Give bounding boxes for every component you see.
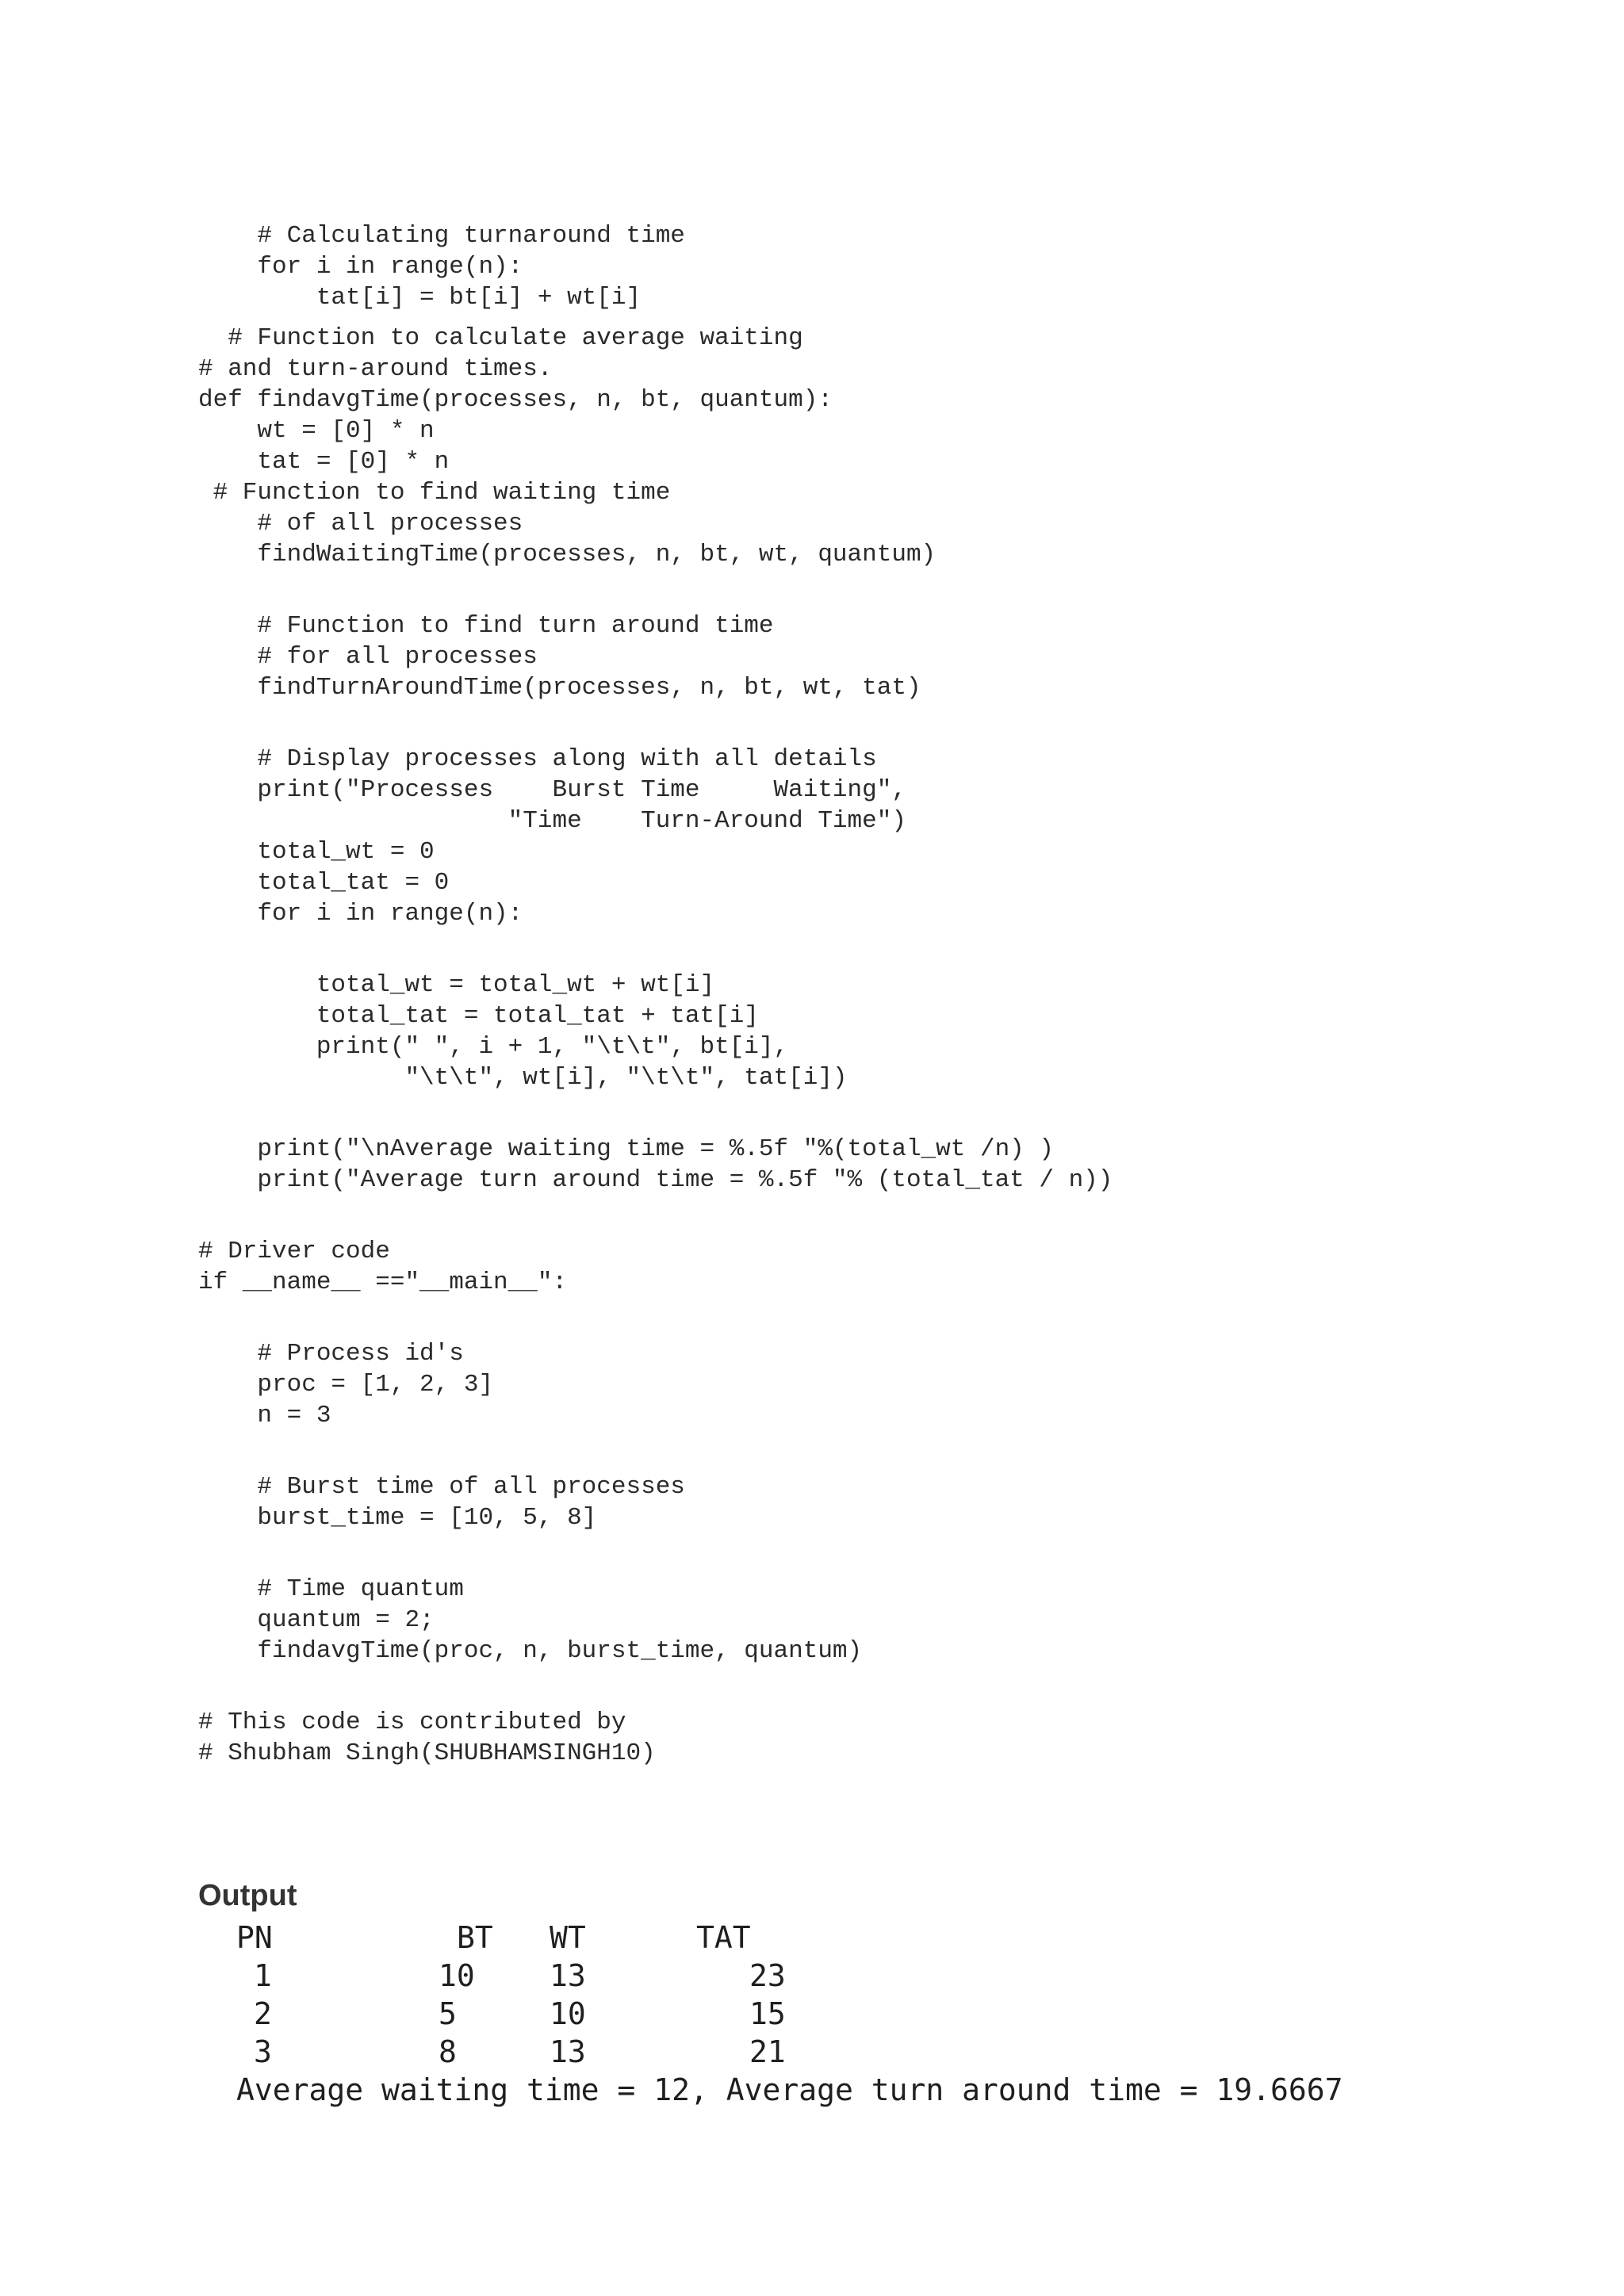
code-line: # Calculating turnaround time bbox=[198, 222, 685, 250]
code-line: quantum = 2; bbox=[198, 1606, 435, 1634]
code-line: for i in range(n): bbox=[198, 900, 523, 928]
code-line: findWaitingTime(processes, n, bt, wt, quantum) bbox=[198, 541, 936, 568]
code-line: for i in range(n): bbox=[198, 253, 523, 281]
code-line: tat[i] = bt[i] + wt[i] bbox=[198, 284, 642, 312]
code-line: print("\nAverage waiting time = %.5f "%(total_wt /n) ) bbox=[198, 1135, 1054, 1163]
code-line: total_wt = total_wt + wt[i] bbox=[198, 971, 715, 999]
header-tat: TAT bbox=[696, 1920, 751, 1955]
code-line: findTurnAroundTime(processes, n, bt, wt, tat) bbox=[198, 674, 921, 702]
cell-bt: 10 bbox=[439, 1958, 475, 1993]
header-wt: WT bbox=[550, 1920, 586, 1955]
code-line: # Driver code bbox=[198, 1238, 390, 1265]
code-line: # Time quantum bbox=[198, 1575, 464, 1603]
output-summary: Average waiting time = 12, Average turn around time = 19.6667 bbox=[236, 2072, 1343, 2107]
code-line: print("Processes Burst Time Waiting", bbox=[198, 776, 906, 804]
cell-wt: 13 bbox=[550, 1958, 586, 1993]
code-line: print(" ", i + 1, "\t\t", bt[i], bbox=[198, 1033, 789, 1061]
code-line: "Time Turn-Around Time") bbox=[198, 807, 906, 835]
cell-wt: 13 bbox=[550, 2034, 586, 2069]
cell-tat: 15 bbox=[749, 1996, 786, 2031]
code-line: # Function to find turn around time bbox=[198, 612, 774, 640]
code-line: # Burst time of all processes bbox=[198, 1473, 685, 1501]
code-line: # Function to calculate average waiting bbox=[198, 324, 803, 352]
code-line: # for all processes bbox=[198, 643, 538, 671]
output-heading: Output bbox=[198, 1879, 297, 1912]
code-line: # This code is contributed by bbox=[198, 1709, 626, 1736]
code-line: # Function to find waiting time bbox=[198, 479, 671, 507]
code-line: # of all processes bbox=[198, 510, 523, 538]
cell-pn: 2 bbox=[254, 1996, 272, 2031]
code-line: n = 3 bbox=[198, 1402, 331, 1429]
cell-pn: 3 bbox=[254, 2034, 272, 2069]
code-line: total_tat = 0 bbox=[198, 869, 450, 897]
code-line: total_wt = 0 bbox=[198, 838, 435, 866]
code-line: def findavgTime(processes, n, bt, quantum): bbox=[198, 386, 833, 414]
code-line: print("Average turn around time = %.5f "% (total_tat / n)) bbox=[198, 1166, 1113, 1194]
code-line: total_tat = total_tat + tat[i] bbox=[198, 1002, 759, 1030]
code-line: # Display processes along with all details bbox=[198, 745, 877, 773]
cell-pn: 1 bbox=[254, 1958, 272, 1993]
code-line: burst_time = [10, 5, 8] bbox=[198, 1504, 597, 1532]
code-line: # and turn-around times. bbox=[198, 355, 553, 383]
code-line: # Shubham Singh(SHUBHAMSINGH10) bbox=[198, 1739, 656, 1767]
code-line: findavgTime(proc, n, burst_time, quantum) bbox=[198, 1637, 863, 1665]
header-bt: BT bbox=[457, 1920, 493, 1955]
code-line: tat = [0] * n bbox=[198, 448, 450, 476]
code-line: if __name__ =="__main__": bbox=[198, 1269, 568, 1296]
cell-bt: 8 bbox=[439, 2034, 457, 2069]
cell-bt: 5 bbox=[439, 1996, 457, 2031]
cell-wt: 10 bbox=[550, 1996, 586, 2031]
header-pn: PN bbox=[236, 1920, 273, 1955]
code-line: "\t\t", wt[i], "\t\t", tat[i]) bbox=[198, 1064, 848, 1092]
cell-tat: 23 bbox=[749, 1958, 786, 1993]
cell-tat: 21 bbox=[749, 2034, 786, 2069]
code-line: proc = [1, 2, 3] bbox=[198, 1371, 494, 1399]
code-line: wt = [0] * n bbox=[198, 417, 435, 445]
code-line: # Process id's bbox=[198, 1340, 464, 1368]
